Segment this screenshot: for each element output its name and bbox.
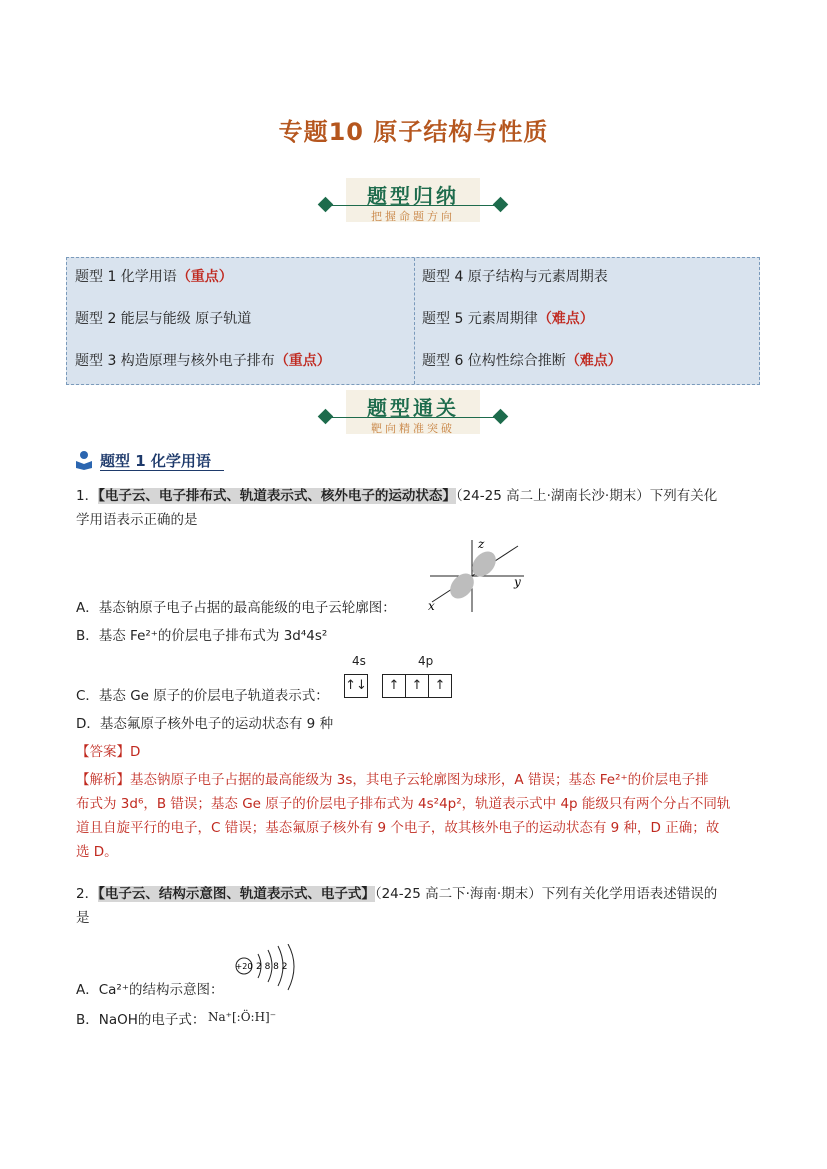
q1-explanation: 【解析】基态钠原子电子占据的最高能级为 3s，其电子云轮廓图为球形，A 错误；基态 Fe²⁺的价层电子排 布式为 3d⁶，B 错误；基态 Ge 原子的价层电子排布式为 4s²4p²，轨道表示式中 4p 能级只有两个分占不同轨 道且自旋平行的电子，C 错误；基态氟原子核外有 9 个电子，故其核外电子的运动状态有 9 种，D 正确；故 选 D。 bbox=[76, 772, 731, 860]
question-type-table bbox=[66, 257, 760, 385]
ca-ion-structure-diagram bbox=[232, 944, 302, 994]
p-orbital-diagram bbox=[428, 536, 528, 616]
banner-main-text: 题型通关 bbox=[367, 396, 459, 420]
type-item-5: 题型 5 元素周期律（难点） bbox=[422, 311, 594, 327]
nucleus-charge: +20 bbox=[235, 962, 253, 971]
type-item-6: 题型 6 位构性综合推断（难点） bbox=[422, 353, 622, 369]
axis-z-label: z bbox=[478, 537, 485, 551]
q2-option-b: B．NaOH的电子式： bbox=[76, 1012, 206, 1028]
axis-x-label: x bbox=[428, 599, 435, 613]
q1-stem: 1．【电子云、电子排布式、轨道表示式、核外电子的运动状态】（24-25 高二上·湖南长沙·期末）下列有关化 学用语表示正确的是 bbox=[76, 488, 718, 528]
q1-option-a: A．基态钠原子电子占据的最高能级的电子云轮廓图： bbox=[76, 600, 396, 616]
axis-y-label: y bbox=[514, 575, 521, 589]
shell-electrons: 2 8 8 2 bbox=[256, 962, 288, 972]
section-banner-summary bbox=[318, 176, 508, 224]
q2-option-a: A．Ca²⁺的结构示意图： bbox=[76, 982, 224, 998]
type-item-3: 题型 3 构造原理与核外电子排布（重点） bbox=[75, 353, 331, 369]
q1-option-c: C．基态 Ge 原子的价层电子轨道表示式： bbox=[76, 688, 329, 704]
person-book-icon bbox=[74, 450, 94, 470]
orbital-label-4p: 4p bbox=[418, 654, 434, 668]
type-item-4: 题型 4 原子结构与元素周期表 bbox=[422, 269, 608, 285]
page-title: 专题10 原子结构与性质 bbox=[278, 118, 549, 146]
orbital-box-4p: ↑ ↑ ↑ bbox=[382, 674, 452, 698]
naoh-electron-formula: Na⁺[:Ö:H]⁻ bbox=[208, 1010, 277, 1024]
section-underline bbox=[100, 470, 224, 471]
section-heading: 题型 1 化学用语 bbox=[100, 452, 211, 470]
banner-sub-text: 靶向精准突破 bbox=[371, 422, 455, 435]
type-item-2: 题型 2 能层与能级 原子轨道 bbox=[75, 311, 252, 327]
type-item-1: 题型 1 化学用语（重点） bbox=[75, 269, 233, 285]
section-banner-practice bbox=[318, 388, 508, 436]
orbital-label-4s: 4s bbox=[352, 654, 366, 668]
banner-sub-text: 把握命题方向 bbox=[371, 210, 455, 223]
q1-option-b: B．基态 Fe²⁺的价层电子排布式为 3d⁴4s² bbox=[76, 628, 328, 644]
q2-stem: 2．【电子云、结构示意图、轨道表示式、电子式】（24-25 高二下·海南·期末）下列有关化学用语表述错误的 是 bbox=[76, 886, 718, 926]
q1-option-d: D．基态氟原子核外电子的运动状态有 9 种 bbox=[76, 716, 334, 732]
q1-answer: 【答案】D bbox=[76, 744, 141, 760]
banner-main-text: 题型归纳 bbox=[367, 184, 459, 208]
orbital-box-4s: ↑↓ bbox=[344, 674, 368, 698]
